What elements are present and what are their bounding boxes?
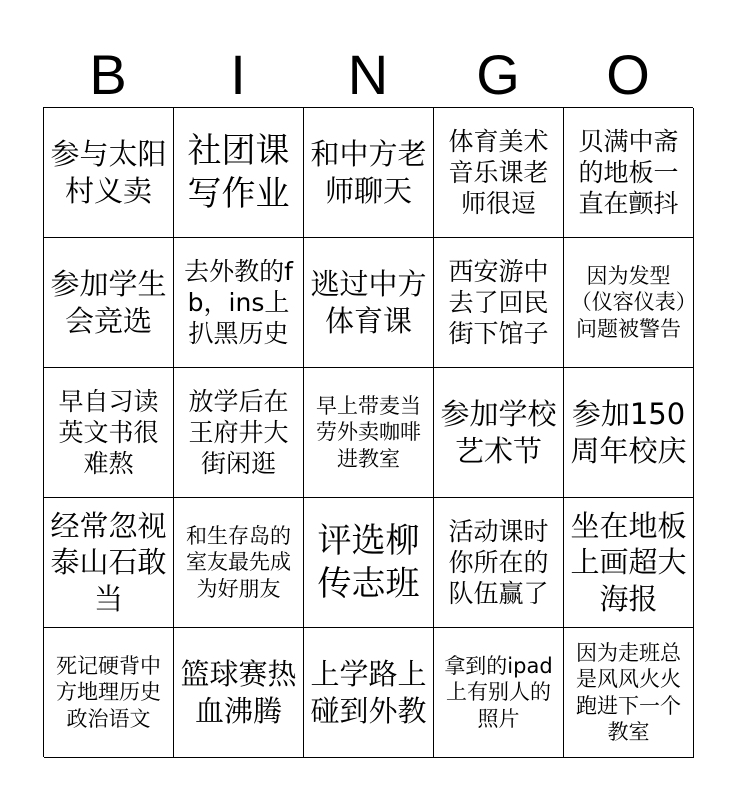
- bingo-cell[interactable]: [564, 368, 694, 498]
- bingo-cell[interactable]: [174, 108, 304, 238]
- cell-text: 贝满中斋的地板一直在颤抖: [578, 126, 679, 219]
- cell-text: 参加学校艺术节: [440, 397, 557, 468]
- bingo-cell[interactable]: [44, 498, 174, 628]
- cell-text: 死记硬背中方地理历史政治语文: [56, 654, 161, 731]
- cell-text: 因为走班总是风风火火跑进下一个教室: [576, 641, 681, 744]
- header-letter-g: G: [476, 43, 520, 106]
- cell-text: 社团课写作业: [187, 131, 290, 214]
- bingo-cell[interactable]: [44, 238, 174, 368]
- bingo-cell[interactable]: [304, 108, 434, 238]
- bingo-cell[interactable]: [434, 498, 564, 628]
- bingo-cell[interactable]: [174, 238, 304, 368]
- bingo-cell[interactable]: [304, 628, 434, 758]
- header-letter-n: N: [347, 43, 389, 106]
- cell-text: 逃过中方体育课: [310, 267, 427, 338]
- bingo-cell[interactable]: [434, 238, 564, 368]
- cell-text: 和生存岛的室友最先成为好朋友: [186, 524, 291, 601]
- bingo-cell[interactable]: [564, 498, 694, 628]
- bingo-cell[interactable]: [434, 368, 564, 498]
- bingo-header: [43, 44, 693, 106]
- bingo-cell[interactable]: [304, 498, 434, 628]
- bingo-cell[interactable]: [174, 628, 304, 758]
- cell-text: 参加150周年校庆: [570, 397, 687, 468]
- cell-text: 经常忽视泰山石敢当: [50, 509, 167, 616]
- bingo-cell[interactable]: [44, 108, 174, 238]
- cell-text: 和中方老师聊天: [310, 137, 427, 208]
- cell-text: 早上带麦当劳外卖咖啡进教室: [316, 394, 421, 471]
- cell-text: 拿到的ipad上有别人的照片: [444, 654, 553, 731]
- header-letter-b: B: [89, 43, 127, 106]
- bingo-cell[interactable]: [434, 628, 564, 758]
- header-letter-i: I: [230, 43, 246, 106]
- bingo-grid: [43, 107, 693, 757]
- bingo-cell[interactable]: [44, 628, 174, 758]
- bingo-cell[interactable]: [564, 628, 694, 758]
- cell-text: 评选柳传志班: [317, 521, 420, 604]
- bingo-cell[interactable]: [174, 498, 304, 628]
- cell-text: 西安游中去了回民街下馆子: [448, 256, 549, 349]
- bingo-cell[interactable]: [564, 238, 694, 368]
- cell-text: 参加学生会竞选: [50, 267, 167, 338]
- bingo-cell[interactable]: [174, 368, 304, 498]
- bingo-cell[interactable]: [44, 368, 174, 498]
- header-letter-o: O: [606, 43, 650, 106]
- cell-text: 早自习读英文书很难熬: [58, 386, 159, 479]
- cell-text: 活动课时你所在的队伍赢了: [448, 516, 549, 609]
- bingo-cell[interactable]: [304, 238, 434, 368]
- cell-text: 体育美术音乐课老师很逗: [448, 126, 549, 219]
- bingo-cell[interactable]: [434, 108, 564, 238]
- cell-text: 上学路上碰到外教: [310, 657, 427, 728]
- cell-text: 篮球赛热血沸腾: [180, 657, 297, 728]
- cell-text: 坐在地板上画超大海报: [570, 509, 687, 616]
- bingo-cell[interactable]: [304, 368, 434, 498]
- cell-text: 放学后在王府井大街闲逛: [188, 386, 289, 479]
- cell-text: 参与太阳村义卖: [50, 137, 167, 208]
- bingo-cell[interactable]: [564, 108, 694, 238]
- cell-text: 去外教的fb，ins上扒黑历史: [184, 256, 293, 349]
- cell-text: 因为发型（仪容仪表）问题被警告: [570, 264, 687, 341]
